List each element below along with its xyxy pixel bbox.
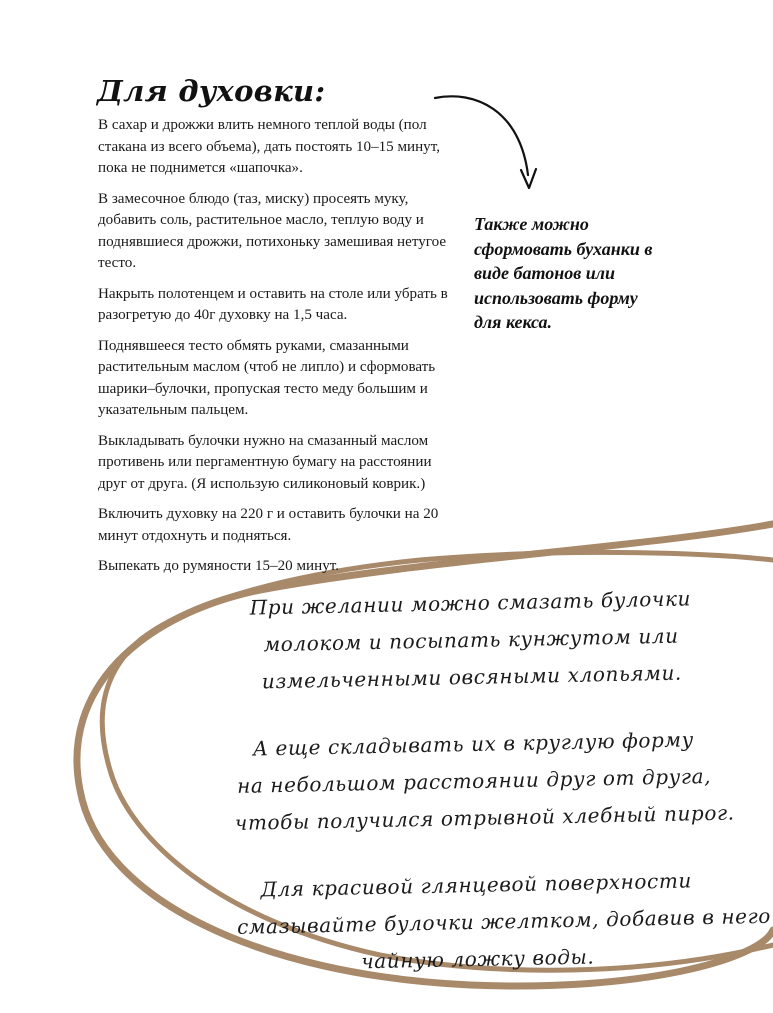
note-line: При желании можно смазать булочки	[249, 586, 692, 620]
note-line: молоком и посыпать кунжутом или	[263, 623, 679, 657]
step-paragraph: В замесочное блюдо (таз, миску) просеять муку, добавить соль, растительное масло, теплую воду и поднявшиеся дрожжи, потихоньку замешивая нетугое тесто.	[98, 190, 447, 271]
note-paragraph	[236, 862, 772, 983]
note-line: измельченными овсяными хлопьями.	[261, 660, 683, 694]
curved-arrow-icon	[430, 90, 540, 200]
note-paragraph	[230, 580, 712, 701]
recipe-steps	[98, 115, 454, 587]
step-paragraph: В сахар и дрожжи влить немного теплой воды (пол стакана из всего объема), дать постоять 10–15 минут, пока не поднимется «шапочка».	[98, 117, 440, 176]
step-paragraph: Выкладывать булочки нужно на смазанный маслом противень или пергаментную бумагу на расстоянии друг от друга. (Я использую силиконовый коврик.)	[98, 432, 432, 492]
tip-callout: Также можно сформовать буханки в виде батонов или использовать форму для кекса.	[474, 214, 653, 332]
note-line: смазывайте булочки желтком, добавив в него	[236, 903, 772, 939]
step-paragraph: Поднявшееся тесто обмять руками, смазанными растительным маслом (чтоб не липло) и сформовать шарики–булочки, пропуская тесто меду большим и указательным пальцем.	[98, 337, 436, 418]
note-line: чайную ложку воды.	[360, 944, 595, 974]
note-line: Для красивой глянцевой поверхности	[260, 868, 693, 902]
note-line: на небольшом расстоянии друг от друга,	[236, 763, 712, 798]
step-paragraph: Включить духовку на 220 г и оставить булочки на 20 минут отдохнуть и подняться.	[98, 506, 439, 544]
handwritten-note	[230, 580, 772, 1013]
step-paragraph: Выпекать до румяности 15–20 минут.	[98, 558, 339, 574]
note-line: чтобы получился отрывной хлебный пирог.	[234, 800, 735, 835]
step-paragraph: Накрыть полотенцем и оставить на столе или убрать в разогретую до 40г духовку на 1,5 часа.	[98, 285, 448, 323]
page-title: Для духовки:	[97, 74, 326, 108]
note-paragraph	[233, 721, 735, 842]
note-line: А еще складывать их в круглую форму	[252, 727, 695, 761]
